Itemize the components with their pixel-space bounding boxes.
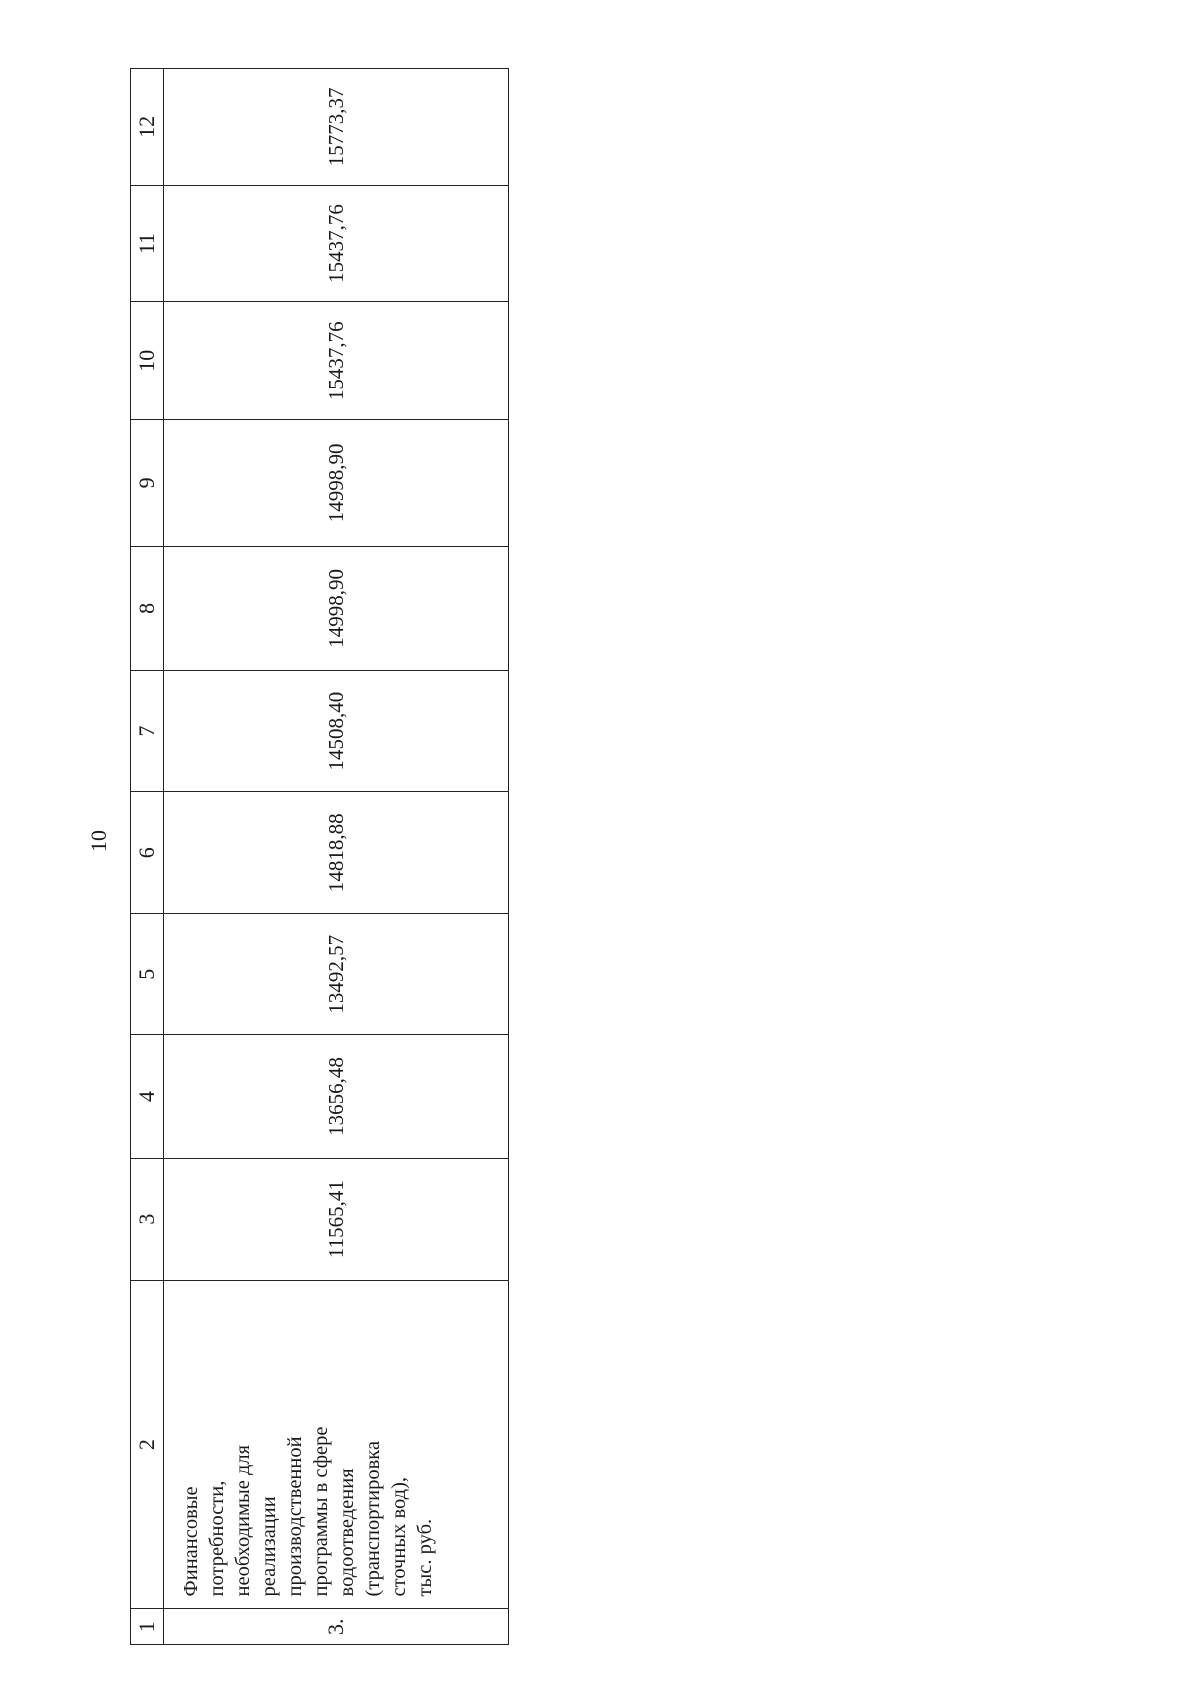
column-number: 7 bbox=[131, 671, 164, 792]
value-cell: 13492,57 bbox=[164, 914, 509, 1035]
column-number: 3 bbox=[131, 1158, 164, 1280]
page-number: 10 bbox=[86, 830, 111, 852]
description-line: тыс. руб. bbox=[414, 1518, 436, 1597]
description-line: водоотведения bbox=[336, 1468, 358, 1597]
description-line: программы в сфере bbox=[310, 1426, 332, 1597]
value-cell: 15437,76 bbox=[164, 185, 509, 302]
column-number: 4 bbox=[131, 1035, 164, 1158]
rotated-table-layer bbox=[130, 68, 509, 1645]
financial-needs-table bbox=[130, 68, 509, 1645]
value-cell: 13656,48 bbox=[164, 1035, 509, 1158]
description-line: необходимые для bbox=[232, 1444, 254, 1597]
description-line: потребности, bbox=[206, 1480, 228, 1597]
description-line: Финансовые bbox=[180, 1486, 202, 1597]
table-row bbox=[164, 69, 509, 1645]
description-line: сточных вод), bbox=[388, 1476, 410, 1597]
description-line: реализации bbox=[258, 1496, 280, 1597]
value-cell: 14818,88 bbox=[164, 792, 509, 914]
description-line: производственной bbox=[284, 1436, 306, 1597]
column-number: 10 bbox=[131, 302, 164, 420]
column-number: 12 bbox=[131, 69, 164, 186]
column-number: 1 bbox=[131, 1609, 164, 1645]
value-cell: 15437,76 bbox=[164, 302, 509, 420]
row-index: 3. bbox=[164, 1609, 509, 1645]
column-number: 11 bbox=[131, 185, 164, 302]
column-number: 5 bbox=[131, 914, 164, 1035]
column-number: 9 bbox=[131, 420, 164, 547]
column-number: 8 bbox=[131, 546, 164, 670]
value-cell: 14508,40 bbox=[164, 671, 509, 792]
column-number: 2 bbox=[131, 1280, 164, 1609]
row-description bbox=[164, 1280, 509, 1609]
column-number-row bbox=[131, 69, 164, 1645]
value-cell: 14998,90 bbox=[164, 546, 509, 670]
value-cell: 15773,37 bbox=[164, 69, 509, 186]
financial-table-container bbox=[130, 68, 509, 1645]
column-number: 6 bbox=[131, 792, 164, 914]
value-cell: 11565,41 bbox=[164, 1158, 509, 1280]
value-cell: 14998,90 bbox=[164, 420, 509, 547]
description-line: (транспортировка bbox=[362, 1440, 384, 1597]
